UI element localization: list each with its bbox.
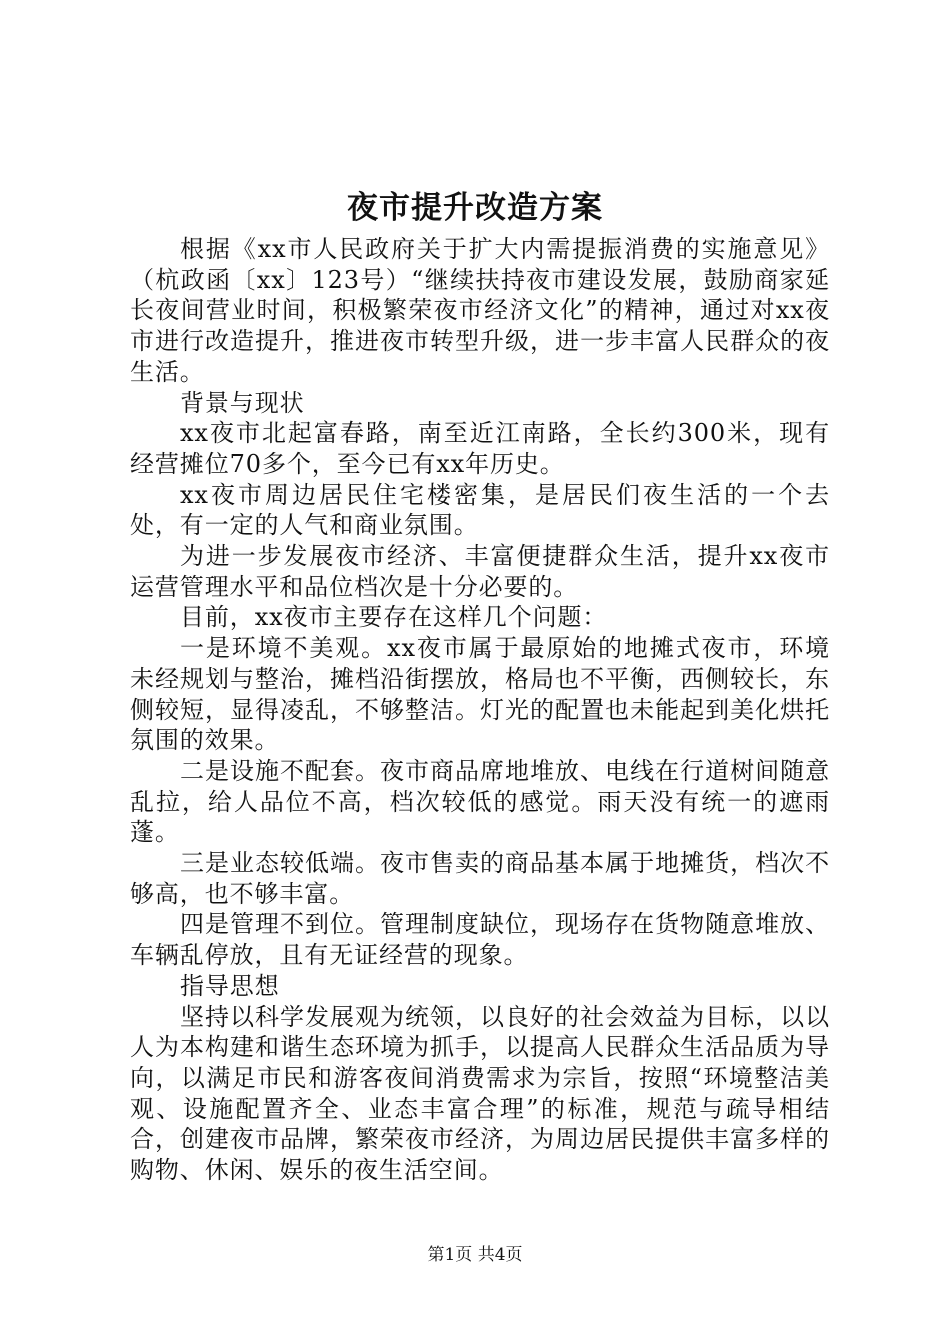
paragraph-problem-management: 四是管理不到位。管理制度缺位，现场存在货物随意堆放、车辆乱停放，且有无证经营的现象。 [130,910,830,970]
paragraph-problems-intro: 目前，xx夜市主要存在这样几个问题： [180,603,608,632]
document-title: 夜市提升改造方案 [347,190,603,226]
paragraph-problem-business: 三是业态较低端。夜市售卖的商品基本属于地摊货，档次不够高，也不够丰富。 [130,849,830,908]
paragraph-surroundings: xx夜市周边居民住宅楼密集，是居民们夜生活的一个去处，有一定的人气和商业氛围。 [130,480,830,540]
page-footer: 第1页 共4页 [427,1245,523,1265]
document-body [130,234,830,1186]
paragraph-necessity: 为进一步发展夜市经济、丰富便捷群众生活，提升xx夜市运营管理水平和品位档次是十分必要的。 [130,542,830,601]
section-heading-guiding-ideology: 指导思想 [180,971,280,1000]
paragraph-problem-facilities: 二是设施不配套。夜市商品席地堆放、电线在行道树间随意乱拉，给人品位不高，档次较低的感觉。雨天没有统一的遮雨蓬。 [130,756,830,847]
paragraph-location: xx夜市北起富春路，南至近江南路，全长约300米，现有经营摊位70多个，至今已有xx年历史。 [130,419,830,478]
paragraph-guiding-ideology: 坚持以科学发展观为统领，以良好的社会效益为目标，以以人为本构建和谐生态环境为抓手，以提高人民群众生活品质为导向，以满足市民和游客夜间消费需求为宗旨，按照“环境整洁美观、设施配置齐全、业态丰富合理”的标准，规范与疏导相结合，创建夜市品牌，繁荣夜市经济，为周边居民提供丰富多样的购物、休闲、娱乐的夜生活空间。 [130,1002,830,1185]
paragraph-intro: 根据《xx市人民政府关于扩大内需提振消费的实施意见》（杭政函〔xx〕123号）“继续扶持夜市建设发展，鼓励商家延长夜间营业时间，积极繁荣夜市经济文化”的精神，通过对xx夜市进行改造提升，推进夜市转型升级，进一步丰富人民群众的夜生活。 [130,235,830,386]
section-heading-background: 背景与现状 [180,388,305,417]
paragraph-problem-environment: 一是环境不美观。xx夜市属于最原始的地摊式夜市，环境未经规划与整治，摊档沿街摆放，格局也不平衡，西侧较长，东侧较短，显得凌乱，不够整洁。灯光的配置也未能起到美化烘托氛围的效果。 [130,634,830,755]
